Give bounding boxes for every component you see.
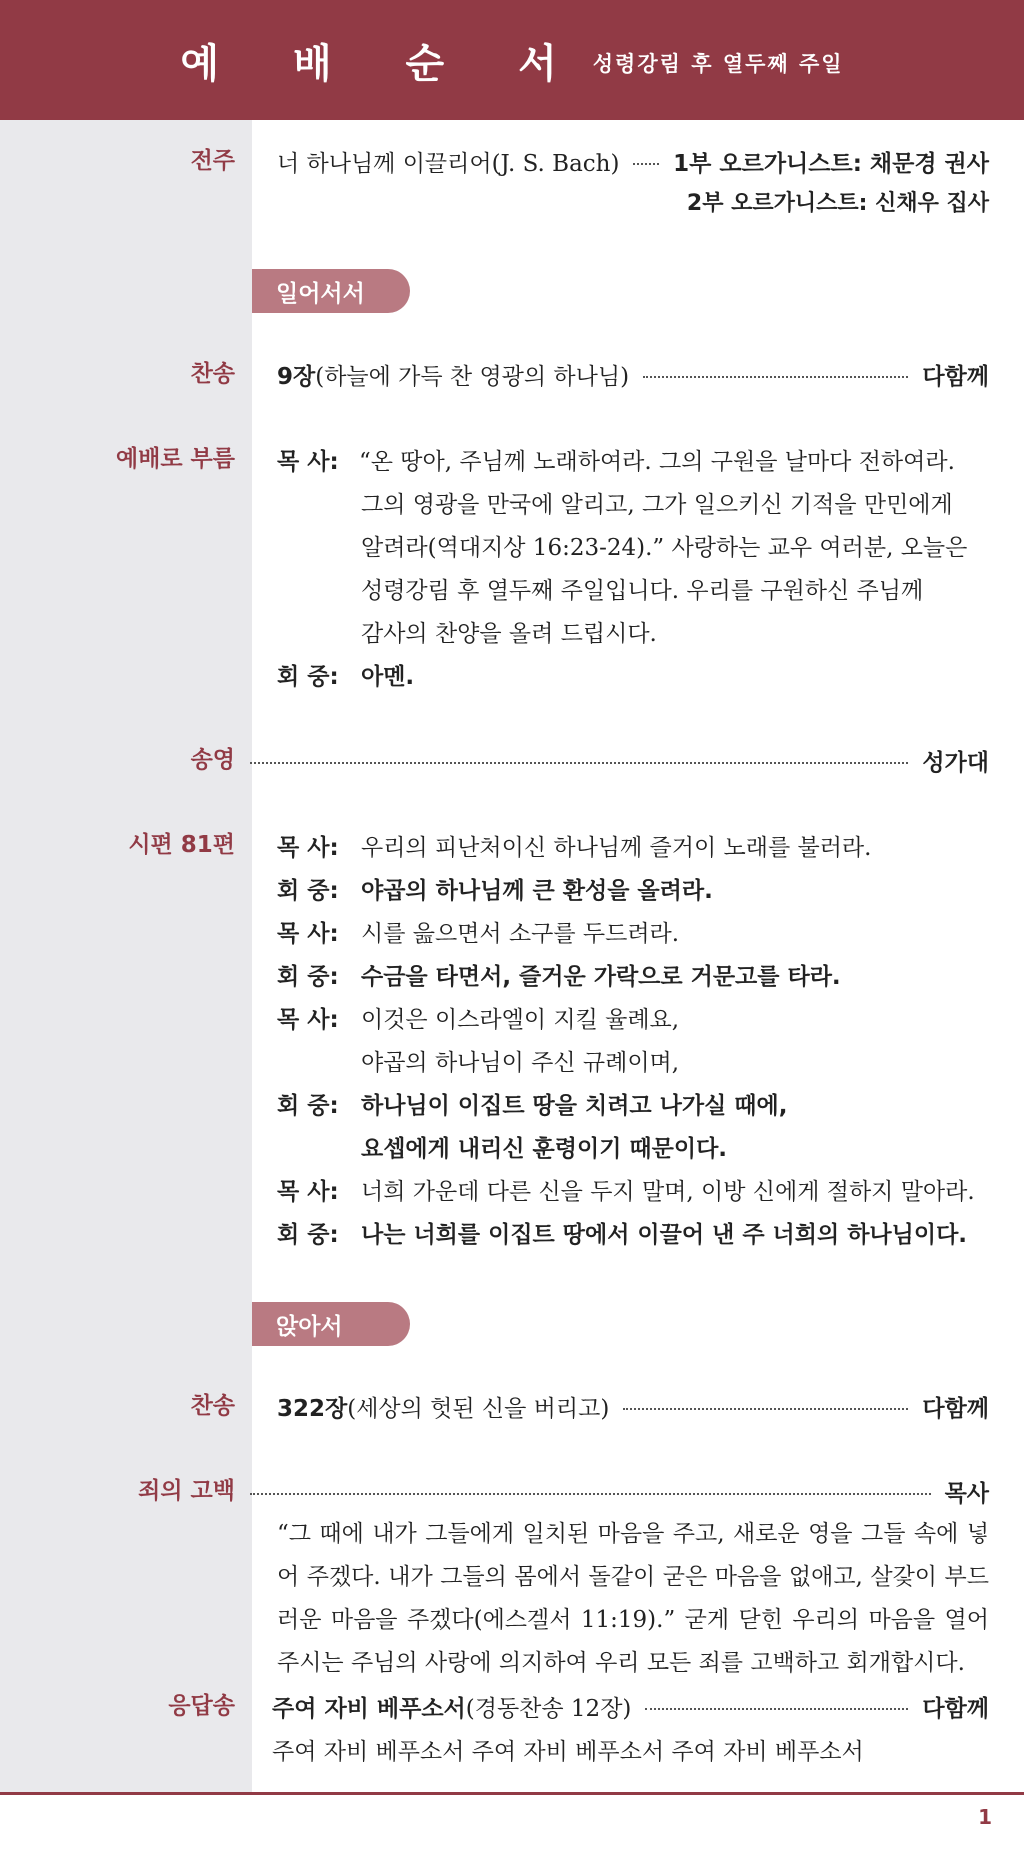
call-line-4: 성령강림 후 열두째 주일입니다. 우리를 구원하신 주님께: [361, 578, 924, 604]
anthem-performer: 성가대: [922, 750, 989, 776]
hymn2-label: 찬송: [190, 1393, 235, 1419]
call-line-5: 감사의 찬양을 올려 드립시다.: [361, 621, 657, 647]
hymn2-row: [277, 1385, 989, 1428]
hymn2-performer: 다함께: [922, 1396, 989, 1422]
prelude-label: 전주: [190, 148, 235, 174]
psalm-label: 시편 81편: [128, 832, 235, 858]
hymn1-row: [277, 353, 989, 396]
call-line-1: “온 땅아, 주님께 노래하여라. 그의 구원을 날마다 전하여라.: [359, 449, 955, 475]
response-song-label: 응답송: [168, 1693, 235, 1719]
congregation-label: 회 중:: [277, 664, 339, 690]
hymn1-number: 9장: [277, 364, 316, 390]
prelude-performer-2: 2부 오르가니스트: 신채우 집사: [686, 191, 989, 216]
stand-tab: 일어서서: [252, 269, 410, 313]
confession-text: “그 때에 내가 그들에게 일치된 마음을 주고, 새로운 영을 그들 속에 넣어 주겠다. 내가 그들의 몸에서 돌같이 굳은 마음을 없애고, 살갗이 부드러운 마음을 주겠다(에스겔서 11:19).” 굳게 닫힌 우리의 마음을 열어 주시는 주님의 사랑에 의지하여 우리 모든 죄를 고백하고 회개합시다.: [277, 1521, 989, 1676]
prelude-row: [277, 140, 989, 183]
psalm-line: 하나님이 이집트 땅을 치려고 나가실 때에,: [361, 1093, 788, 1119]
speaker-label: 목 사:: [277, 921, 339, 947]
leader-dots: [633, 163, 659, 165]
page-number: 1: [978, 1805, 992, 1829]
sit-tab: 앉아서: [252, 1302, 410, 1346]
response-song-row: [272, 1685, 989, 1728]
confession-label: 죄의 고백: [138, 1478, 235, 1504]
anthem-label: 송영: [190, 747, 235, 773]
hymn2-title: (세상의 헛된 신을 버리고): [347, 1396, 610, 1422]
footer-divider: [0, 1792, 1024, 1795]
leader-dots: [623, 1408, 908, 1410]
page-title: 예 배 순 서: [180, 40, 587, 87]
speaker-label: 회 중:: [277, 1222, 339, 1248]
prelude-piece: 너 하나님께 이끌리어(J. S. Bach): [277, 151, 620, 177]
pastor-label: 목 사:: [277, 449, 339, 475]
leader-dots: [643, 376, 908, 378]
speaker-label: 목 사:: [277, 1007, 339, 1033]
response-song-lyrics: 주여 자비 베푸소서 주여 자비 베푸소서 주여 자비 베푸소서: [272, 1739, 864, 1765]
psalm-line: 우리의 피난처이신 하나님께 즐거이 노래를 불러라.: [361, 835, 872, 861]
page-subtitle: 성령강림 후 열두째 주일: [592, 52, 844, 76]
response-song-title: 주여 자비 베푸소서: [272, 1696, 466, 1722]
call-to-worship-label: 예배로 부름: [115, 446, 235, 472]
psalm-line: 시를 읊으면서 소구를 두드려라.: [361, 921, 680, 947]
leader-dots: [645, 1708, 908, 1710]
call-response: 아멘.: [361, 664, 415, 690]
hymn1-label: 찬송: [190, 361, 235, 387]
prelude-performer-1: 1부 오르가니스트: 채문경 권사: [673, 151, 989, 177]
hymn2-number: 322장: [277, 1396, 348, 1422]
psalm-line: 야곱의 하나님이 주신 규례이며,: [361, 1050, 680, 1076]
psalm-line: 나는 너희를 이집트 땅에서 이끌어 낸 주 너희의 하나님이다.: [361, 1222, 968, 1248]
leader-dots: [250, 1493, 931, 1495]
psalm-line: 야곱의 하나님께 큰 환성을 올려라.: [361, 878, 713, 904]
psalm-line: 수금을 타면서, 즐거운 가락으로 거문고를 타라.: [361, 964, 841, 990]
leader-dots: [250, 762, 908, 764]
speaker-label: 회 중:: [277, 1093, 339, 1119]
confession-performer: 목사: [944, 1481, 989, 1507]
anthem-row: [250, 739, 989, 782]
call-line-3: 알려라(역대지상 16:23-24).” 사랑하는 교우 여러분, 오늘은: [361, 535, 968, 561]
psalm-line: 너희 가운데 다른 신을 두지 말며, 이방 신에게 절하지 말아라.: [361, 1179, 975, 1205]
speaker-label: 목 사:: [277, 835, 339, 861]
response-song-performer: 다함께: [922, 1696, 989, 1722]
speaker-label: 회 중:: [277, 878, 339, 904]
confession-row: [250, 1470, 989, 1513]
hymn1-performer: 다함께: [922, 364, 989, 390]
psalm-line: 요셉에게 내리신 훈령이기 때문이다.: [361, 1136, 728, 1162]
hymn1-title: (하늘에 가득 찬 영광의 하나님): [315, 364, 630, 390]
call-line-2: 그의 영광을 만국에 알리고, 그가 일으키신 기적을 만민에게: [361, 492, 953, 518]
speaker-label: 회 중:: [277, 964, 339, 990]
response-song-source: (경동찬송 12장): [465, 1696, 632, 1722]
speaker-label: 목 사:: [277, 1179, 339, 1205]
psalm-line: 이것은 이스라엘이 지킬 율례요,: [361, 1007, 680, 1033]
